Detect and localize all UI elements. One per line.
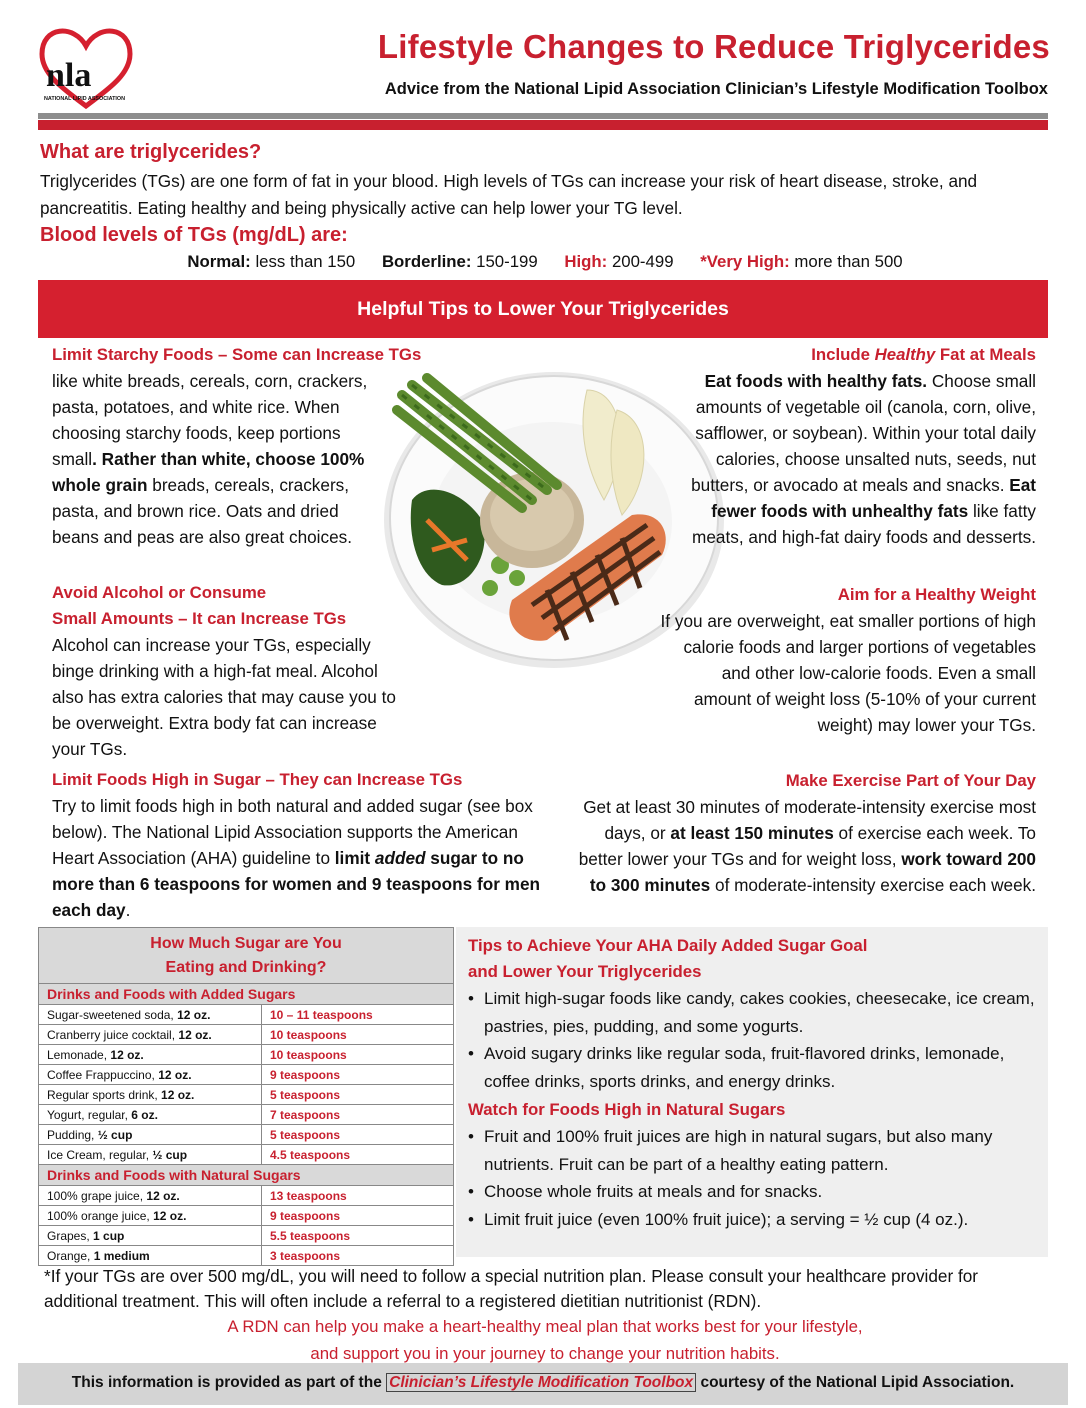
page-subtitle: Advice from the National Lipid Association Clinician’s Lifestyle Modification Toolbox bbox=[384, 80, 1048, 98]
page-footer: This information is provided as part of the Clinician’s Lifestyle Modification Toolbox courtesy of the National Lipid Association. bbox=[18, 1363, 1068, 1405]
header-divider-gray bbox=[38, 113, 1048, 119]
sugar-table-title: How Much Sugar are You Eating and Drinking? bbox=[39, 928, 453, 983]
tip-exercise-text: Get at least 30 minutes of moderate-intensity exercise most days, or at least 150 minutes of exercise each week. To better lower your TGs and for weight loss, work toward 200 to 300 minutes of moderate-intensity exercise each week. bbox=[578, 797, 1036, 895]
list-item: • Limit high-sugar foods like candy, cakes cookies, cheesecake, ice cream, pastries, pies, pudding, and some yogurts. bbox=[468, 985, 1038, 1040]
table-row bbox=[39, 1145, 453, 1165]
food-cell: Regular sports drink, 12 oz. bbox=[39, 1085, 262, 1105]
tip-fat-heading: Include Healthy Fat at Meals bbox=[811, 345, 1036, 364]
sugar-amount-cell: 9 teaspoons bbox=[262, 1065, 454, 1085]
sugar-amount-cell: 5 teaspoons bbox=[262, 1085, 454, 1105]
what-text: Triglycerides (TGs) are one form of fat in your blood. High levels of TGs can increase your risk of heart disease, stroke, and pancreatitis. Eating healthy and being physically active can help lower your TG level. bbox=[40, 171, 978, 218]
food-cell: Lemonade, 12 oz. bbox=[39, 1045, 262, 1065]
sugar-amount-cell: 9 teaspoons bbox=[262, 1206, 454, 1226]
toolbox-link[interactable]: Clinician’s Lifestyle Modification Toolbox bbox=[386, 1373, 696, 1392]
food-cell: Pudding, ½ cup bbox=[39, 1125, 262, 1145]
page-title: Lifestyle Changes to Reduce Triglycerides bbox=[377, 28, 1050, 65]
added-sugars-heading: Drinks and Foods with Added Sugars bbox=[39, 983, 453, 1004]
sugar-amount-cell: 10 teaspoons bbox=[262, 1025, 454, 1045]
tip-weight-heading: Aim for a Healthy Weight bbox=[837, 585, 1036, 604]
sugar-amount-cell: 4.5 teaspoons bbox=[262, 1145, 454, 1165]
food-cell: Cranberry juice cocktail, 12 oz. bbox=[39, 1025, 262, 1045]
table-row bbox=[39, 1065, 453, 1085]
food-cell: Grapes, 1 cup bbox=[39, 1226, 262, 1246]
tip-weight-text: If you are overweight, eat smaller portions of high calorie foods and larger portions of vegetables and other low-calorie foods. Even a small amount of weight loss (5-10% of your current weight) may lower your TGs. bbox=[660, 611, 1036, 735]
sugar-goal-box bbox=[456, 927, 1048, 1257]
nla-logo bbox=[34, 20, 134, 112]
table-row bbox=[39, 1105, 453, 1125]
table-row bbox=[39, 1206, 453, 1226]
food-cell: Coffee Frappuccino, 12 oz. bbox=[39, 1065, 262, 1085]
very-high-footnote: *If your TGs are over 500 mg/dL, you will need to follow a special nutrition plan. Please consult your healthcare provider for additional treatment. This will often include a referral to a registered dietitian nutritionist (RDN). bbox=[44, 1266, 979, 1311]
level-borderline: Borderline: 150-199 bbox=[381, 252, 538, 271]
tips-banner: Helpful Tips to Lower Your Triglycerides bbox=[38, 280, 1048, 338]
table-row bbox=[39, 1186, 453, 1206]
food-cell: Ice Cream, regular, ½ cup bbox=[39, 1145, 262, 1165]
goal-heading-2: and Lower Your Triglycerides bbox=[468, 962, 702, 981]
tip-exercise-heading: Make Exercise Part of Your Day bbox=[785, 771, 1036, 790]
levels-row bbox=[40, 252, 1050, 272]
natural-sugars-tips-heading: Watch for Foods High in Natural Sugars bbox=[468, 1100, 786, 1119]
level-very-high: *Very High: more than 500 bbox=[700, 252, 903, 271]
sugar-amount-cell: 3 teaspoons bbox=[262, 1246, 454, 1266]
natural-sugars-table bbox=[39, 1185, 453, 1265]
sugar-amount-cell: 7 teaspoons bbox=[262, 1105, 454, 1125]
tip-healthy-weight bbox=[560, 582, 1036, 738]
sugar-amount-cell: 5.5 teaspoons bbox=[262, 1226, 454, 1246]
tip-exercise bbox=[560, 768, 1036, 898]
added-sugars-table bbox=[39, 1004, 453, 1164]
list-item: • Fruit and 100% fruit juices are high in natural sugars, but also many nutrients. Fruit can be part of a healthy eating pattern. bbox=[468, 1123, 1038, 1178]
logo-org: NATIONAL LIPID ASSOCIATION bbox=[44, 96, 125, 102]
tip-sugar-heading: Limit Foods High in Sugar – They can Increase TGs bbox=[52, 770, 463, 789]
food-cell: 100% grape juice, 12 oz. bbox=[39, 1186, 262, 1206]
table-row bbox=[39, 1005, 453, 1025]
sugar-amount-cell: 10 – 11 teaspoons bbox=[262, 1005, 454, 1025]
table-row bbox=[39, 1085, 453, 1105]
food-cell: 100% orange juice, 12 oz. bbox=[39, 1206, 262, 1226]
natural-sugars-heading: Drinks and Foods with Natural Sugars bbox=[39, 1164, 453, 1185]
rdn-note: A RDN can help you make a heart-healthy meal plan that works best for your lifestyle, and support you in your journey to change your nutrition habits. bbox=[227, 1317, 863, 1363]
tip-alcohol-text: Alcohol can increase your TGs, especially binge drinking with a high-fat meal. Alcohol also has extra calories that may cause you to be overweight. Extra body fat can increase your TGs. bbox=[52, 635, 396, 759]
list-item: • Limit fruit juice (even 100% fruit juice); a serving = ½ cup (4 oz.). bbox=[468, 1206, 1038, 1234]
table-row bbox=[39, 1045, 453, 1065]
tip-alcohol-heading-2: Small Amounts – It can Increase TGs bbox=[52, 609, 347, 628]
list-item: • Choose whole fruits at meals and for snacks. bbox=[468, 1178, 1038, 1206]
sugar-amount-cell: 13 teaspoons bbox=[262, 1186, 454, 1206]
table-row bbox=[39, 1025, 453, 1045]
level-normal: Normal: less than 150 bbox=[187, 252, 356, 271]
logo-letters: nla bbox=[46, 57, 92, 94]
food-cell: Yogurt, regular, 6 oz. bbox=[39, 1105, 262, 1125]
level-high: High: 200-499 bbox=[564, 252, 674, 271]
tip-starchy-text: like white breads, cereals, corn, crackers, pasta, potatoes, and white rice. When choosing starchy foods, keep portions small. Rather than white, choose 100% whole grain breads, cereals, crackers, pasta, and brown rice. Oats and dried beans and peas are also great choices. bbox=[52, 371, 368, 547]
tip-alcohol bbox=[52, 580, 452, 762]
table-row bbox=[39, 1246, 453, 1266]
tip-starchy-heading: Limit Starchy Foods – Some can Increase TGs bbox=[52, 345, 422, 364]
list-item: • Avoid sugary drinks like regular soda, fruit-flavored drinks, lemonade, coffee drinks, sports drinks, and energy drinks. bbox=[468, 1040, 1038, 1095]
natural-sugars-list bbox=[468, 1123, 1038, 1233]
goal-list bbox=[468, 985, 1038, 1095]
tip-fat-text: Eat foods with healthy fats. Choose small amounts of vegetable oil (canola, corn, olive, safflower, or soybean). Within your total daily calories, choose unsalted nuts, seeds, nut butters, or avocado at meals and snacks. Eat fewer foods with unhealthy fats like fatty meats, and high-fat dairy foods and desserts. bbox=[691, 371, 1036, 547]
tip-starchy-foods bbox=[52, 342, 452, 550]
food-cell: Orange, 1 medium bbox=[39, 1246, 262, 1266]
tip-sugar-text: Try to limit foods high in both natural and added sugar (see box below). The National Lipid Association supports the American Heart Association (AHA) guideline to limit added sugar to no more than 6 teaspoons for women and 9 teaspoons for men each day. bbox=[52, 796, 541, 920]
tip-alcohol-heading-1: Avoid Alcohol or Consume bbox=[52, 583, 267, 602]
sugar-amount-cell: 5 teaspoons bbox=[262, 1125, 454, 1145]
tip-sugar bbox=[52, 767, 552, 923]
table-row bbox=[39, 1125, 453, 1145]
header-divider-red bbox=[38, 120, 1048, 130]
table-row bbox=[39, 1226, 453, 1246]
sugar-amount-cell: 10 teaspoons bbox=[262, 1045, 454, 1065]
sugar-table bbox=[38, 927, 454, 1266]
tip-healthy-fat bbox=[620, 342, 1036, 550]
what-heading: What are triglycerides? bbox=[40, 141, 262, 163]
levels-heading: Blood levels of TGs (mg/dL) are: bbox=[40, 224, 348, 246]
food-cell: Sugar-sweetened soda, 12 oz. bbox=[39, 1005, 262, 1025]
goal-heading-1: Tips to Achieve Your AHA Daily Added Sugar Goal bbox=[468, 936, 868, 955]
